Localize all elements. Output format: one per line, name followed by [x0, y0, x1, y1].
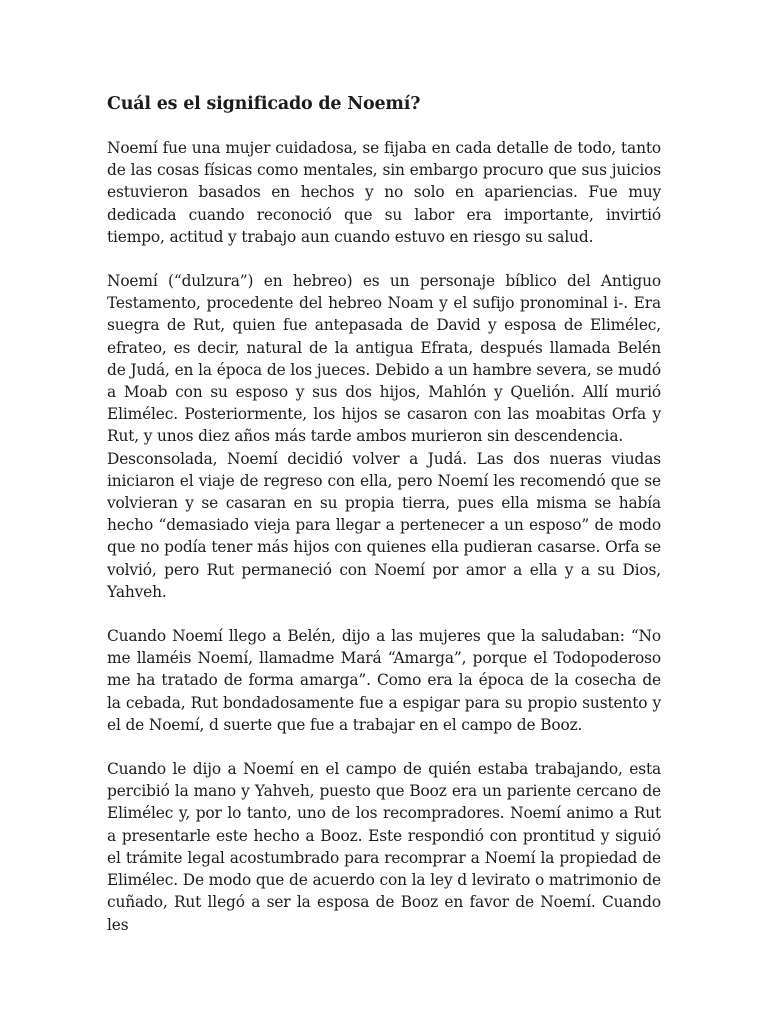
paragraph-1: Noemí fue una mujer cuidadosa, se fijaba en cada detalle de todo, tanto de las cosas físicas como mentales, sin embargo procuro que sus juicios estuvieron basados en hechos y no solo en apariencias. Fue muy dedicada cuando reconoció que su labor era importante, invirtió tiempo, actitud y trabajo aun cuando estuvo en riesgo su salud. [107, 139, 661, 246]
paragraph-4: Cuando Noemí llego a Belén, dijo a las mujeres que la saludaban: “No me llaméis Noemí, llamadme Mará “Amarga”, porque el Todopoderoso me ha tratado de forma amarga”. Como era la época de la cosecha de la cebada, Rut bondadosamente fue a espigar para su propio sustento y el de Noemí, d suerte que fue a trabajar en el campo de Booz. [107, 627, 661, 734]
paragraph-2: Noemí (“dulzura”) en hebreo) es un personaje bíblico del Antiguo Testamento, procedente del hebreo Noam y el sufijo pronominal i-. Era suegra de Rut, quien fue antepasada de David y esposa de Elimélec, efrateo, es decir, natural de la antigua Efrata, después llamada Belén de Judá, en la época de los jueces. Debido a un hambre severa, se mudó a Moab con su esposo y sus dos hijos, Mahlón y Quelión. Allí murió Elimélec. Posteriormente, los hijos se casaron con las moabitas Orfa y Rut, y unos diez años más tarde ambos murieron sin descendencia. [107, 272, 661, 446]
document-page [107, 92, 661, 958]
document-title: Cuál es el significado de Noemí? [107, 94, 421, 114]
paragraph-3: Desconsolada, Noemí decidió volver a Judá. Las dos nueras viudas iniciaron el viaje de regreso con ella, pero Noemí les recomendó que se volvieran y se casaran en su propia tierra, pues ella misma se había hecho “demasiado vieja para llegar a pertenecer a un esposo” de modo que no podía tener más hijos con quienes ella pudieran casarse. Orfa se volvió, pero Rut permaneció con Noemí por amor a ella y a su Dios, Yahveh. [107, 449, 661, 601]
paragraph-5: Cuando le dijo a Noemí en el campo de quién estaba trabajando, esta percibió la mano y Yahveh, puesto que Booz era un pariente cercano de Elimélec y, por lo tanto, uno de los recompradores. Noemí animo a Rut a presentarle este hecho a Booz. Este respondió con prontitud y siguió el trámite legal acostumbrado para recomprar a Noemí la propiedad de Elimélec. De modo que de acuerdo con la ley d levirato o matrimonio de cuñado, Rut llegó a ser la esposa de Booz en favor de Noemí. Cuando les [107, 760, 661, 934]
